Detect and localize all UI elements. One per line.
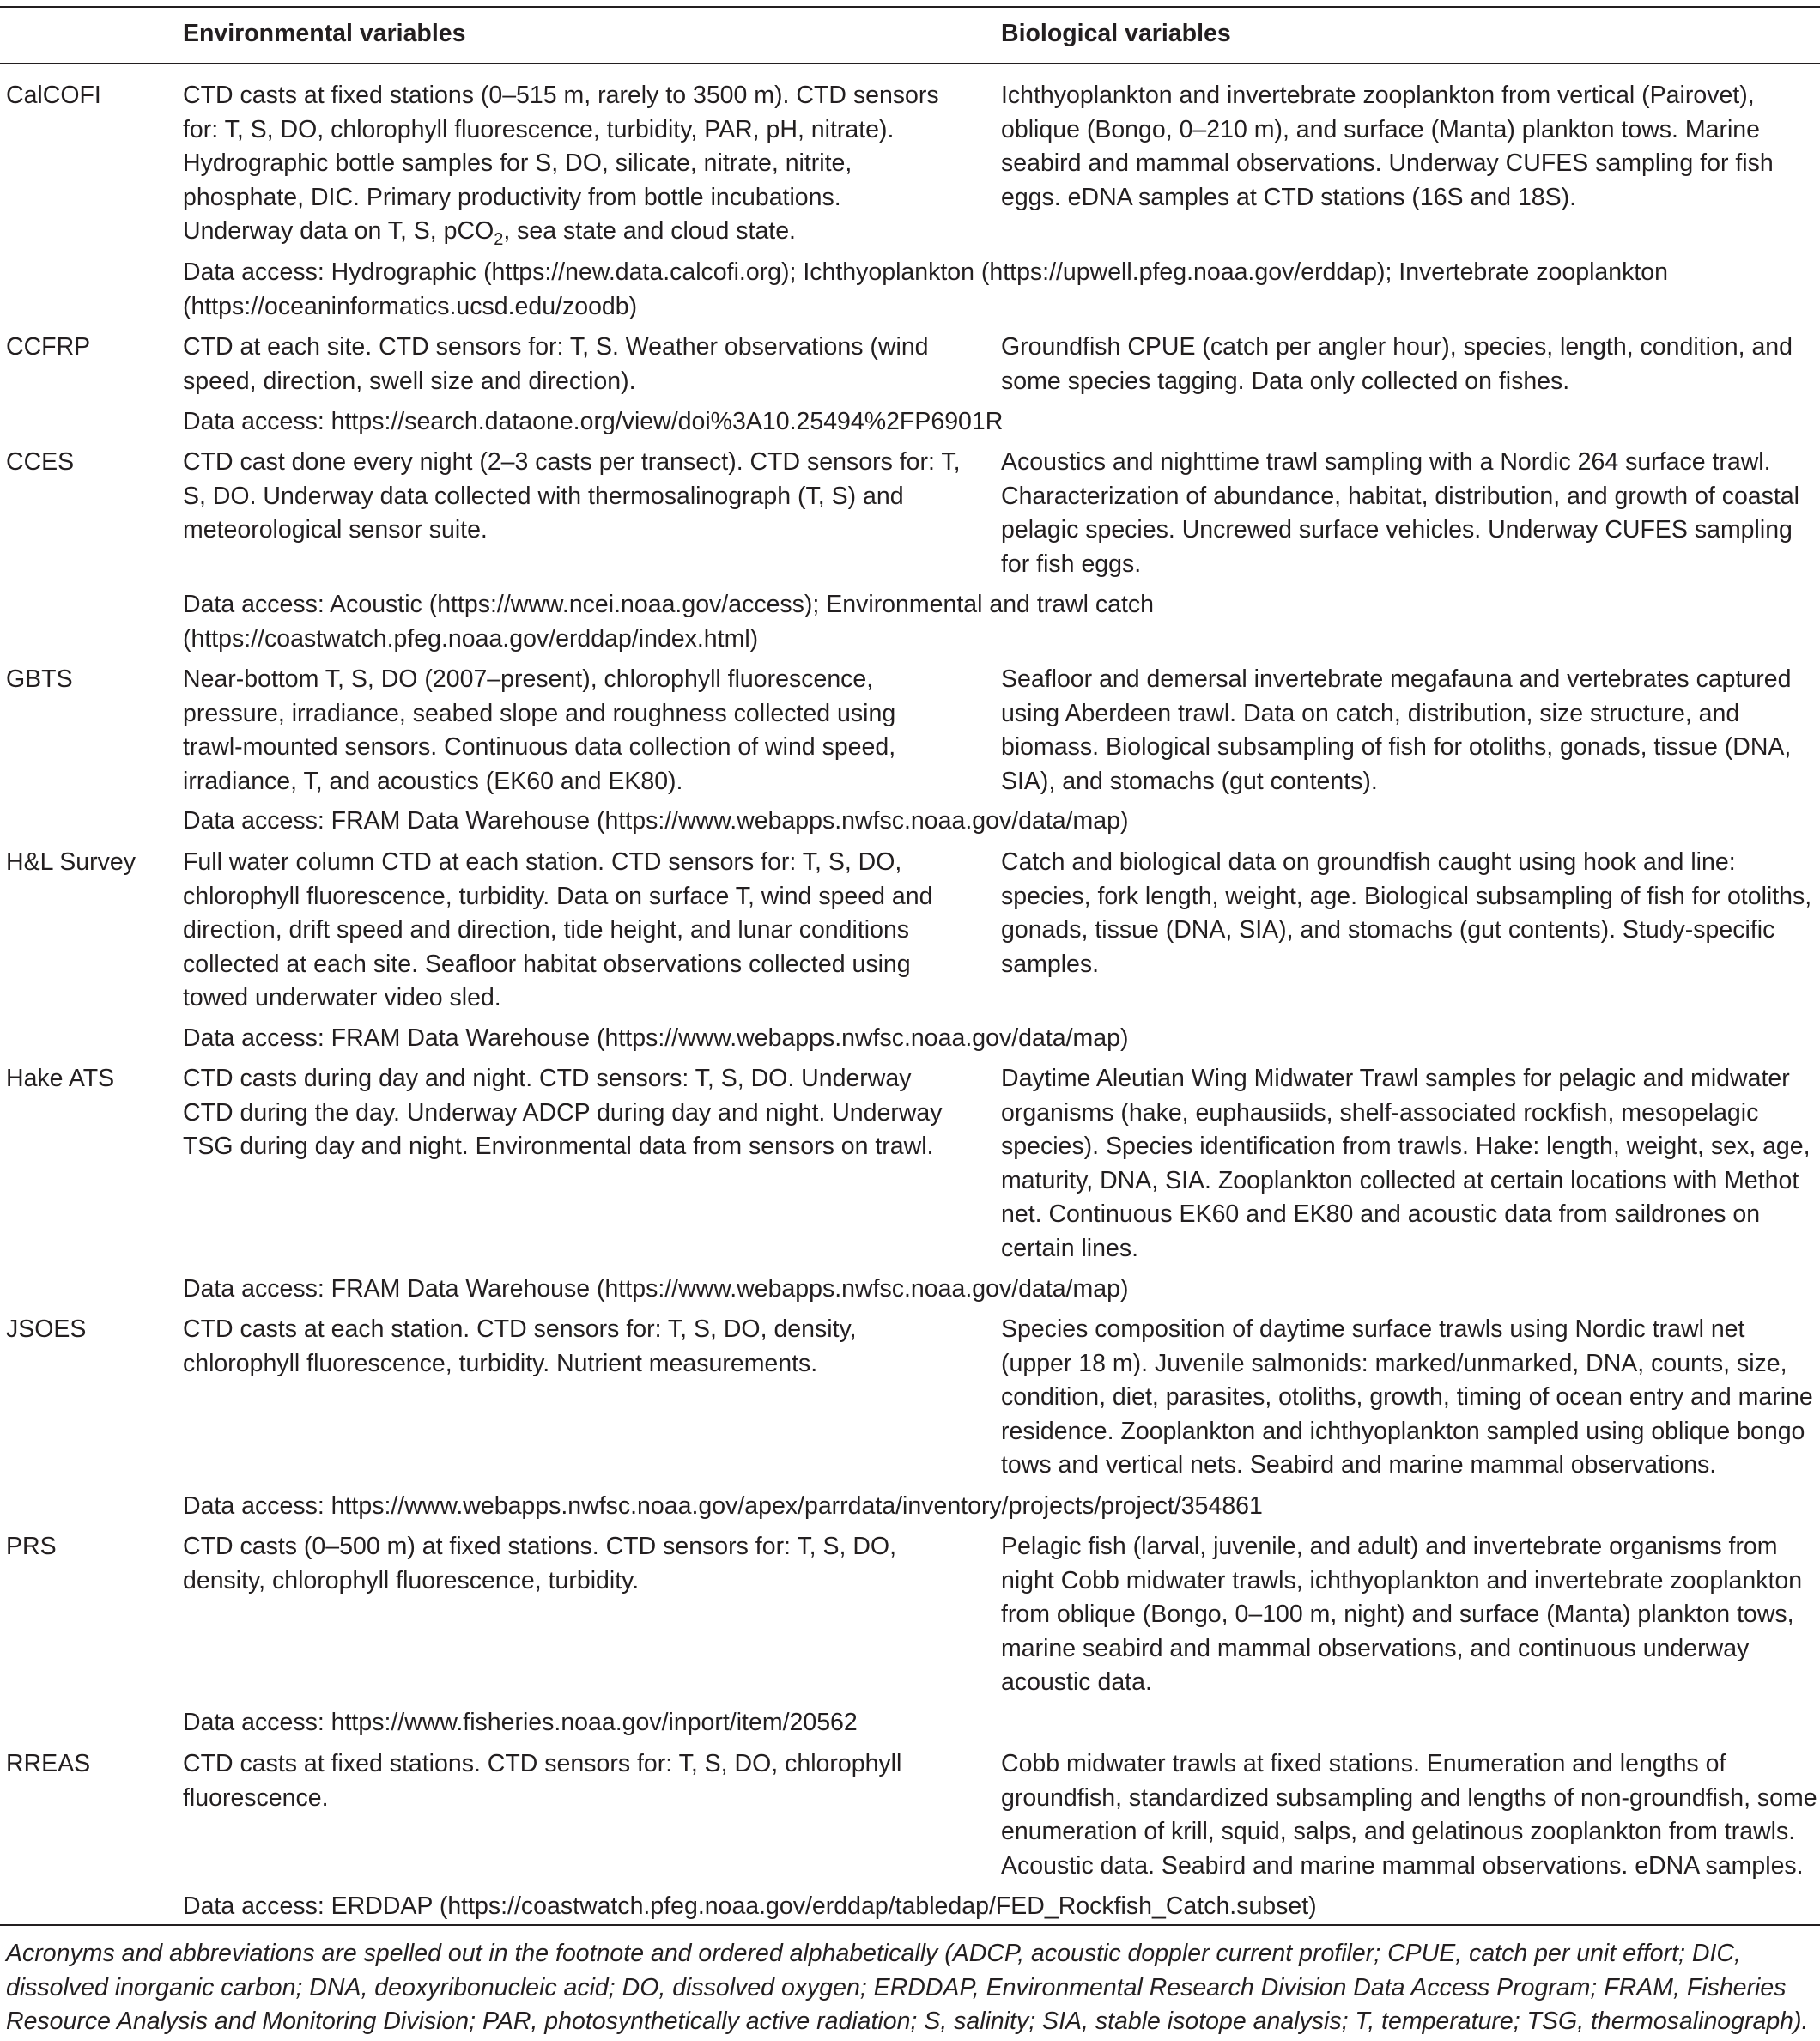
env-line: CTD casts (0–500 m) at fixed stations. CTD sensors for: T, S, DO, [183, 1533, 896, 1560]
survey-name: GBTS [6, 665, 73, 693]
bio-line: condition, diet, parasites, otoliths, growth, timing of ocean entry and marine [1001, 1383, 1813, 1411]
env-line: Full water column CTD at each station. CTD sensors for: T, S, DO, [183, 848, 902, 876]
bio-line: Catch and biological data on groundfish caught using hook and line: [1001, 848, 1736, 876]
bio-line: residence. Zooplankton and ichthyoplankton sampled using oblique bongo [1001, 1417, 1805, 1445]
env-line: CTD cast done every night (2–3 casts per transect). CTD sensors for: T, [183, 448, 961, 476]
env-line: trawl-mounted sensors. Continuous data collection of wind speed, [183, 733, 896, 761]
bio-line: Ichthyoplankton and invertebrate zooplankton from vertical (Pairovet), [1001, 82, 1755, 109]
top-rule [0, 6, 1820, 8]
env-line: speed, direction, swell size and direction). [183, 367, 636, 395]
footnote-line: dissolved inorganic carbon; DNA, deoxyribonucleic acid; DO, dissolved oxygen; ERDDAP, Environmental Research Division Data Access Program; FRAM, Fisheries [6, 1973, 1787, 2002]
env-line: towed underwater video sled. [183, 984, 501, 1011]
env-line: Near-bottom T, S, DO (2007–present), chlorophyll fluorescence, [183, 665, 874, 693]
bio-line: enumeration of krill, squid, salps, and gelatinous zooplankton from trawls. [1001, 1818, 1796, 1845]
env-line: TSG during day and night. Environmental data from sensors on trawl. [183, 1133, 934, 1160]
bio-line: Cobb midwater trawls at fixed stations. Enumeration and lengths of [1001, 1750, 1726, 1777]
bio-line: eggs. eDNA samples at CTD stations (16S and 18S). [1001, 183, 1577, 211]
env-line: phosphate, DIC. Primary productivity from bottle incubations. [183, 183, 841, 211]
bio-line: from oblique (Bongo, 0–100 m, night) and surface (Manta) plankton tows, [1001, 1601, 1794, 1628]
env-line: chlorophyll fluorescence, turbidity. Nutrient measurements. [183, 1349, 818, 1377]
env-line: Underway data on T, S, pCO$_2$, sea state and cloud state. [183, 217, 796, 249]
data-access: (https://coastwatch.pfeg.noaa.gov/erddap/index.html) [183, 624, 759, 653]
bio-line: organisms (hake, euphausiids, shelf-associated rockfish, mesopelagic [1001, 1098, 1759, 1127]
bio-line: samples. [1001, 950, 1100, 978]
bio-line: Acoustic data. Seabird and marine mammal observations. eDNA samples. [1001, 1851, 1804, 1880]
data-access: (https://oceaninformatics.ucsd.edu/zoodb) [183, 292, 638, 320]
footnote-line: Resource Analysis and Monitoring Division; PAR, photosynthetically active radiation; S, salinity; SIA, stable isotope analysis; T, temperature; TSG, thermosalinograph). [6, 2008, 1809, 2035]
data-access: Data access: ERDDAP (https://coastwatch.pfeg.noaa.gov/erddap/tabledap/FED_Rockfish_Catch.subset) [183, 1892, 1317, 1920]
bio-line: Pelagic fish (larval, juvenile, and adult) and invertebrate organisms from [1001, 1533, 1778, 1560]
env-line: density, chlorophyll fluorescence, turbidity. [183, 1566, 640, 1595]
bio-line: certain lines. [1001, 1234, 1138, 1262]
env-line: CTD casts at fixed stations (0–515 m, rarely to 3500 m). CTD sensors [183, 82, 939, 109]
env-line: S, DO. Underway data collected with thermosalinograph (T, S) and [183, 482, 904, 510]
survey-name: JSOES [6, 1315, 87, 1343]
bio-line: Daytime Aleutian Wing Midwater Trawl samples for pelagic and midwater [1001, 1065, 1790, 1092]
data-access: Data access: FRAM Data Warehouse (https://www.webapps.nwfsc.noaa.gov/data/map) [183, 807, 1129, 835]
env-line: meteorological sensor suite. [183, 516, 488, 544]
bio-line: SIA), and stomachs (gut contents). [1001, 767, 1378, 795]
bio-line: species). Species identification from trawls. Hake: length, weight, sex, age, [1001, 1133, 1811, 1160]
bio-line: acoustic data. [1001, 1668, 1152, 1696]
survey-name: Hake ATS [6, 1065, 115, 1092]
data-access: Data access: Acoustic (https://www.ncei.noaa.gov/access); Environmental and trawl catch [183, 591, 1155, 618]
env-line: direction, drift speed and direction, tide height, and lunar conditions [183, 916, 910, 944]
bio-line: groundfish, standardized subsampling and lengths of non-groundfish, some [1001, 1783, 1817, 1812]
env-line: for: T, S, DO, chlorophyll fluorescence, turbidity, PAR, pH, nitrate). [183, 115, 895, 143]
bio-line: biomass. Biological subsampling of fish for otoliths, gonads, tissue (DNA, [1001, 733, 1792, 761]
bio-line: species, fork length, weight, age. Biological subsampling of fish for otoliths, [1001, 882, 1812, 910]
survey-name: CCES [6, 448, 75, 476]
header-environmental: Environmental variables [183, 20, 466, 47]
bio-line: Species composition of daytime surface trawls using Nordic trawl net [1001, 1315, 1745, 1343]
bio-line: for fish eggs. [1001, 550, 1142, 578]
bio-line: (upper 18 m). Juvenile salmonids: marked/unmarked, DNA, counts, size, [1001, 1349, 1787, 1377]
survey-name: PRS [6, 1533, 57, 1560]
env-line: irradiance, T, and acoustics (EK60 and EK80). [183, 767, 683, 795]
data-access: Data access: FRAM Data Warehouse (https://www.webapps.nwfsc.noaa.gov/data/map) [183, 1275, 1129, 1303]
bio-line: seabird and mammal observations. Underway CUFES sampling for fish [1001, 149, 1774, 177]
bio-line: maturity, DNA, SIA. Zooplankton collected at certain locations with Methot [1001, 1166, 1799, 1194]
data-access: Data access: https://www.webapps.nwfsc.noaa.gov/apex/parrdata/inventory/projects/project/354861 [183, 1492, 1263, 1520]
data-access: Data access: Hydrographic (https://new.data.calcofi.org); Ichthyoplankton (https://upwell.pfeg.noaa.gov/erddap); Invertebrate zooplankton [183, 258, 1668, 286]
bio-line: Groundfish CPUE (catch per angler hour), species, length, condition, and [1001, 333, 1793, 361]
env-line: collected at each site. Seafloor habitat observations collected using [183, 950, 911, 978]
bottom-rule [0, 1924, 1820, 1926]
bio-line: gonads, tissue (DNA, SIA), and stomachs (gut contents). Study-specific [1001, 916, 1775, 944]
footnote-line: Acronyms and abbreviations are spelled out in the footnote and ordered alphabetically (ADCP, acoustic doppler current profiler; CPUE, catch per unit effort; DIC, [6, 1940, 1741, 1967]
bio-line: pelagic species. Uncrewed surface vehicles. Underway CUFES sampling [1001, 516, 1793, 544]
bio-line: marine seabird and mammal observations, and continuous underway [1001, 1634, 1750, 1662]
env-line: CTD casts at each station. CTD sensors for: T, S, DO, density, [183, 1315, 857, 1343]
survey-name: CCFRP [6, 333, 91, 361]
env-line: CTD at each site. CTD sensors for: T, S. Weather observations (wind [183, 333, 929, 361]
bio-line: Seafloor and demersal invertebrate megafauna and vertebrates captured [1001, 665, 1792, 693]
env-line: CTD casts at fixed stations. CTD sensors for: T, S, DO, chlorophyll [183, 1750, 902, 1777]
bio-line: tows and vertical nets. Seabird and marine mammal observations. [1001, 1451, 1717, 1479]
header-biological: Biological variables [1001, 20, 1231, 47]
env-line: CTD during the day. Underway ADCP during day and night. Underway [183, 1098, 943, 1127]
env-line: chlorophyll fluorescence, turbidity. Data on surface T, wind speed and [183, 882, 933, 910]
survey-name: RREAS [6, 1750, 91, 1777]
header-rule [0, 63, 1820, 64]
bio-line: oblique (Bongo, 0–210 m), and surface (Manta) plankton tows. Marine [1001, 115, 1760, 143]
bio-line: night Cobb midwater trawls, ichthyoplankton and invertebrate zooplankton [1001, 1566, 1803, 1595]
env-line: CTD casts during day and night. CTD sensors: T, S, DO. Underway [183, 1065, 912, 1092]
bio-line: Characterization of abundance, habitat, distribution, and growth of coastal [1001, 482, 1799, 510]
bio-line: some species tagging. Data only collected on fishes. [1001, 367, 1570, 395]
data-access: Data access: https://www.fisheries.noaa.gov/inport/item/20562 [183, 1709, 858, 1736]
bio-line: Acoustics and nighttime trawl sampling with a Nordic 264 surface trawl. [1001, 448, 1771, 476]
env-line: pressure, irradiance, seabed slope and roughness collected using [183, 699, 896, 727]
data-access: Data access: FRAM Data Warehouse (https://www.webapps.nwfsc.noaa.gov/data/map) [183, 1024, 1129, 1052]
env-line: fluorescence. [183, 1783, 329, 1812]
survey-name: CalCOFI [6, 82, 101, 109]
data-access: Data access: https://search.dataone.org/view/doi%3A10.25494%2FP6901R [183, 408, 1004, 435]
bio-line: net. Continuous EK60 and EK80 and acoustic data from saildrones on [1001, 1200, 1761, 1228]
env-line: Hydrographic bottle samples for S, DO, silicate, nitrate, nitrite, [183, 149, 852, 177]
bio-line: using Aberdeen trawl. Data on catch, distribution, size structure, and [1001, 699, 1740, 727]
survey-name: H&L Survey [6, 848, 136, 876]
